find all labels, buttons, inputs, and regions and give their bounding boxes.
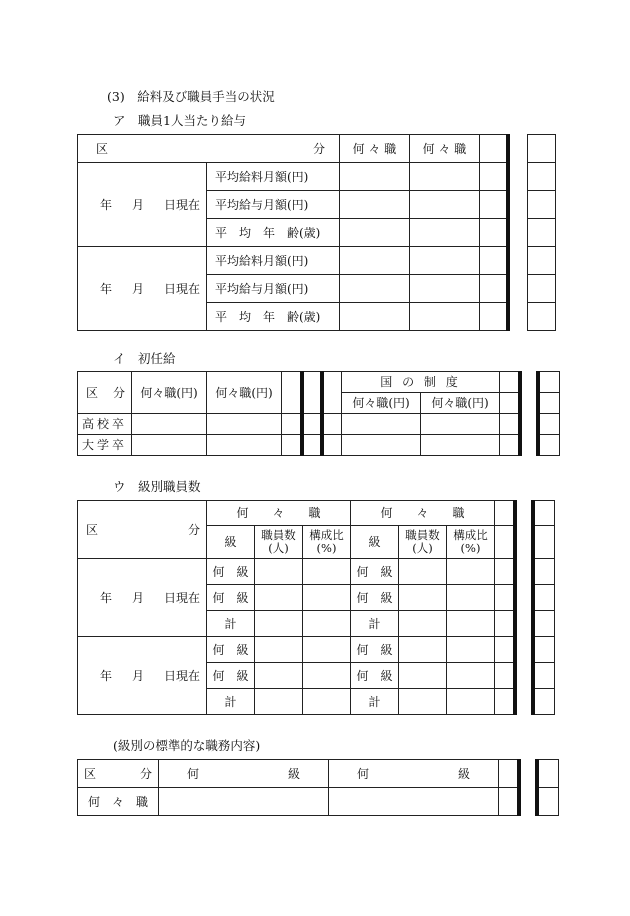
grade-duties-table (77, 759, 559, 816)
row-label-daigaku: 大学卒 (78, 435, 132, 456)
group2-header: 何 々 職 (351, 501, 495, 526)
row-label: 平均給与月額(円) (207, 275, 340, 303)
grade-label: 何 級 (207, 637, 255, 663)
subsection-e-title: (級別の標準的な職務内容) (113, 738, 261, 753)
subsection-u-title: ウ 級別職員数 (113, 479, 201, 494)
row-label: 平均給料月額(円) (207, 247, 340, 275)
date-cell-1: 年 月 日現在 (78, 163, 207, 247)
header-kubun: 区 分 (78, 135, 340, 163)
row-label-nanshoku: 何 々 職 (78, 788, 159, 816)
grade-label: 何 級 (207, 663, 255, 689)
row-label: 平 均 年 齢(歳) (207, 219, 340, 247)
subsection-i-title: イ 初任給 (113, 351, 176, 366)
salary-per-employee-table (77, 134, 556, 331)
row-label-koukou: 高校卒 (78, 414, 132, 435)
header-col2: 何 々 職 (410, 135, 480, 163)
grade-label: 何 級 (351, 637, 399, 663)
grade-label: 何 級 (207, 585, 255, 611)
header-kubun: 区 分 (78, 372, 132, 414)
starting-salary-table (77, 371, 560, 456)
header-col1: 何 々 職 (340, 135, 410, 163)
grade-label: 何 級 (351, 559, 399, 585)
total-label: 計 (207, 689, 255, 715)
date-cell-2: 年 月 日現在 (78, 247, 207, 331)
row-label: 平均給与月額(円) (207, 191, 340, 219)
grade-label: 何 級 (207, 559, 255, 585)
kosei-header-2: 構成比 (%) (447, 526, 495, 559)
kyu-header-2: 級 (351, 526, 399, 559)
header-kubun: 区 分 (78, 501, 207, 559)
kuni-col1: 何々職(円) (342, 393, 421, 414)
grade-label: 何 級 (351, 585, 399, 611)
total-label: 計 (207, 611, 255, 637)
header-kubun: 区 分 (78, 760, 159, 788)
total-label: 計 (351, 611, 399, 637)
kosei-header-1: 構成比 (%) (303, 526, 351, 559)
row-label: 平 均 年 齢(歳) (207, 303, 340, 331)
section-title: (3) 給料及び職員手当の状況 (107, 89, 275, 104)
row-label: 平均給料月額(円) (207, 163, 340, 191)
grade-label: 何 級 (351, 663, 399, 689)
kuni-header: 国 の 制 度 (342, 372, 500, 393)
date-cell-1: 年 月 日現在 (78, 559, 207, 637)
shokuin-header-1: 職員数 (人) (255, 526, 303, 559)
header-grade-2: 何 級 (329, 760, 499, 788)
group1-header: 何 々 職 (207, 501, 351, 526)
header-col2: 何々職(円) (207, 372, 282, 414)
total-label: 計 (351, 689, 399, 715)
shokuin-header-2: 職員数 (人) (399, 526, 447, 559)
date-cell-2: 年 月 日現在 (78, 637, 207, 715)
header-grade-1: 何 級 (159, 760, 329, 788)
kuni-col2: 何々職(円) (421, 393, 500, 414)
header-col1: 何々職(円) (132, 372, 207, 414)
subsection-a-title: ア 職員1人当たり給与 (113, 113, 246, 128)
kyu-header-1: 級 (207, 526, 255, 559)
employees-by-grade-table (77, 500, 555, 715)
